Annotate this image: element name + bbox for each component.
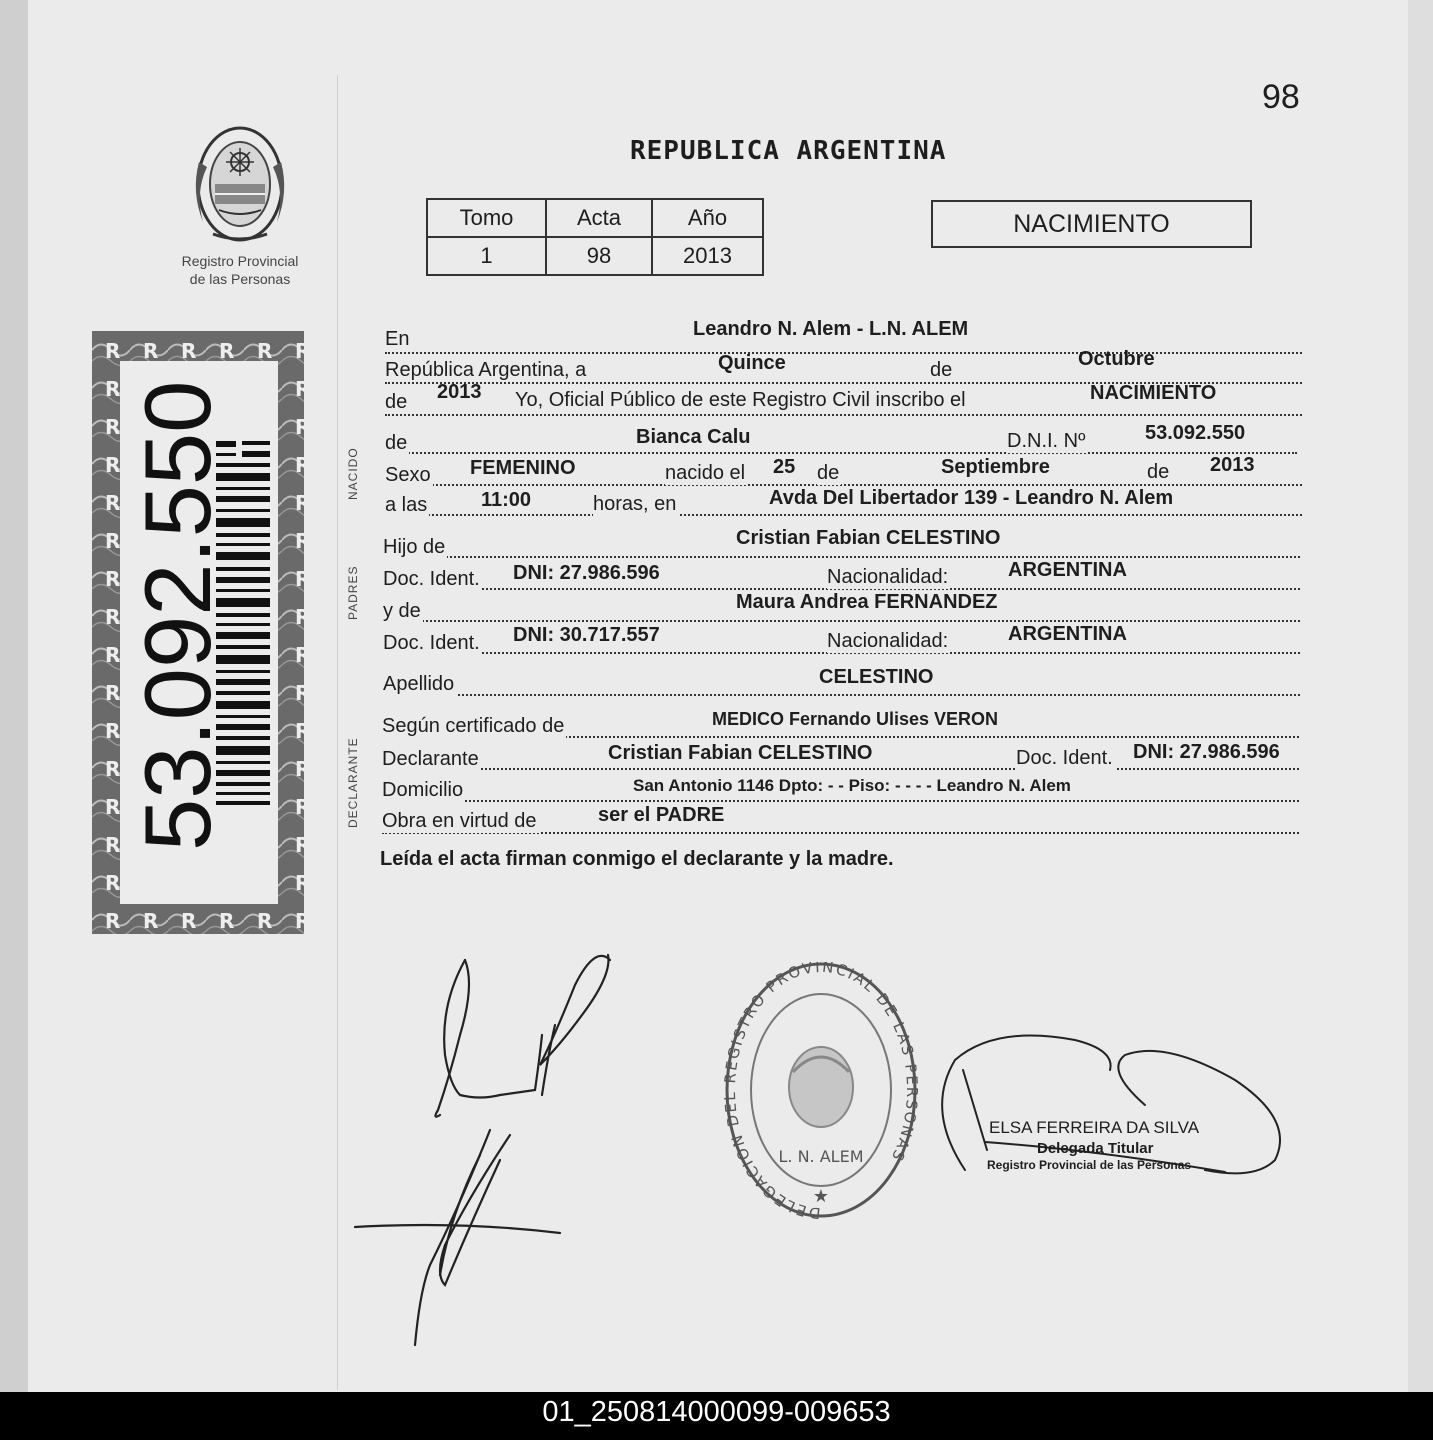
page-number: 98 [1262, 78, 1300, 116]
logo-caption-line-2: de las Personas [189, 271, 291, 287]
section-label-nacido: NACIDO [346, 447, 360, 500]
row-nombre [385, 422, 1297, 454]
stamp-ring-text: DELEGACION DE EGISTRO PROVINCIAL DE LAS P SONAS [723, 962, 919, 1223]
section-label-padres: PADRES [346, 565, 360, 620]
row-anio [385, 381, 1302, 416]
label-declarante: Declarante [382, 748, 479, 770]
row-en [385, 318, 1302, 354]
value-sexo: FEMENINO [470, 457, 576, 479]
row-hijo-de [383, 526, 1300, 558]
value-place: Avda Del Libertador 139 - Leandro N. Alem [769, 487, 1174, 509]
registry-logo-caption [160, 252, 320, 288]
header-anio: Año [652, 199, 763, 237]
margin-line [337, 75, 338, 1390]
label-de-1: de [817, 462, 840, 484]
label-horas-en: horas, en [593, 493, 677, 515]
row-certificado [382, 706, 1299, 738]
label-certificado: Según certificado de [382, 715, 565, 737]
value-nac-madre: ARGENTINA [1008, 623, 1127, 645]
svg-text:★: ★ [812, 1186, 830, 1207]
row-doc-padre [383, 558, 1300, 590]
value-en: Leandro N. Alem - L.N. ALEM [693, 318, 969, 340]
value-birth-year: 2013 [1210, 454, 1255, 476]
act-type-box: NACIMIENTO [931, 200, 1252, 248]
label-doc-declarante: Doc. Ident. [1016, 747, 1113, 769]
row-declarante [382, 738, 1299, 770]
value-declarante: Cristian Fabian CELESTINO [608, 742, 873, 764]
value-birth-day: 25 [773, 456, 796, 478]
label-doc-padre: Doc. Ident. [383, 568, 480, 590]
closing-statement: Leída el acta firman conmigo el declarante y la madre. [380, 848, 894, 870]
value-apellido: CELESTINO [819, 666, 934, 688]
official-stamp [723, 962, 919, 1230]
registry-table [426, 198, 764, 276]
label-nac-padre: Nacionalidad: [827, 566, 949, 588]
value-birth-month: Septiembre [941, 456, 1050, 478]
row-doc-madre [383, 622, 1300, 654]
label-hijo-de: Hijo de [383, 536, 446, 558]
label-de-2: de [1147, 461, 1170, 483]
background-edge-right [1408, 0, 1433, 1392]
value-tomo: 1 [427, 237, 546, 275]
value-nac-padre: ARGENTINA [1008, 559, 1127, 581]
value-doc-madre: DNI: 30.717.557 [513, 624, 660, 646]
misiones-coat-of-arms [185, 122, 295, 247]
label-doc-madre: Doc. Ident. [383, 632, 480, 654]
label-nacido-el: nacido el [665, 462, 746, 484]
label-de-name: de [385, 432, 408, 454]
row-sexo [385, 454, 1302, 486]
header-tomo: Tomo [427, 199, 546, 237]
background-edge-left [0, 0, 28, 1392]
logo-caption-line-1: Registro Provincial [181, 253, 299, 269]
value-anio: 2013 [652, 237, 763, 275]
registrar-name: ELSA FERREIRA DA SILVA [989, 1118, 1200, 1137]
stamp-center-text: L. N. ALEM [778, 1147, 864, 1166]
declarant-signature [350, 945, 620, 1350]
value-hora: 11:00 [481, 489, 532, 511]
value-madre: Maura Andrea FERNANDEZ [736, 591, 998, 613]
section-label-declarante: DECLARANTE [346, 737, 360, 828]
value-acta: 98 [546, 237, 652, 275]
value-obra: ser el PADRE [598, 804, 725, 826]
label-de-month: de [930, 359, 953, 381]
label-y-de: y de [383, 600, 421, 622]
label-obra: Obra en virtud de [382, 810, 537, 832]
row-domicilio [382, 770, 1299, 802]
row-obra [382, 802, 1299, 834]
country-title: REPUBLICA ARGENTINA [630, 136, 947, 166]
value-doc-padre: DNI: 27.986.596 [513, 562, 660, 584]
label-apellido: Apellido [383, 673, 455, 695]
value-day-text: Quince [718, 352, 786, 374]
label-en: En [385, 328, 410, 350]
document-code-footer: 01_250814000099-009653 [0, 1392, 1433, 1440]
registrar-role: Delegada Titular [1037, 1140, 1154, 1157]
value-act: NACIMIENTO [1090, 382, 1217, 404]
label-domicilio: Domicilio [382, 779, 464, 801]
header-acta: Acta [546, 199, 652, 237]
value-name: Bianca Calu [636, 426, 751, 448]
label-de-year: de [385, 391, 408, 413]
label-dni: D.N.I. Nº [1007, 430, 1086, 452]
label-sexo: Sexo [385, 464, 431, 486]
value-month: Octubre [1078, 348, 1155, 370]
value-doc-declarante: DNI: 27.986.596 [1133, 741, 1280, 763]
row-y-de [383, 590, 1300, 622]
row-hora [385, 484, 1302, 516]
label-a-las: a las [385, 494, 428, 516]
label-republica: República Argentina, a [385, 359, 587, 381]
value-dni: 53.092.550 [1145, 422, 1246, 444]
registrar-org: Registro Provincial de las Personas [987, 1158, 1192, 1172]
value-certificado: MEDICO Fernando Ulises VERON [712, 709, 999, 729]
label-inscribo: Yo, Oficial Público de este Registro Civil inscribo el [515, 389, 966, 411]
value-year: 2013 [437, 381, 482, 403]
value-domicilio: San Antonio 1146 Dpto: - - Piso: - - - - Leandro N. Alem [633, 776, 1071, 795]
label-nac-madre: Nacionalidad: [827, 630, 949, 652]
value-padre: Cristian Fabian CELESTINO [736, 527, 1001, 549]
row-republica [385, 348, 1302, 384]
barcode-label [92, 331, 304, 934]
barcode-number: 53.092.550 [125, 380, 230, 851]
row-apellido [383, 664, 1300, 696]
